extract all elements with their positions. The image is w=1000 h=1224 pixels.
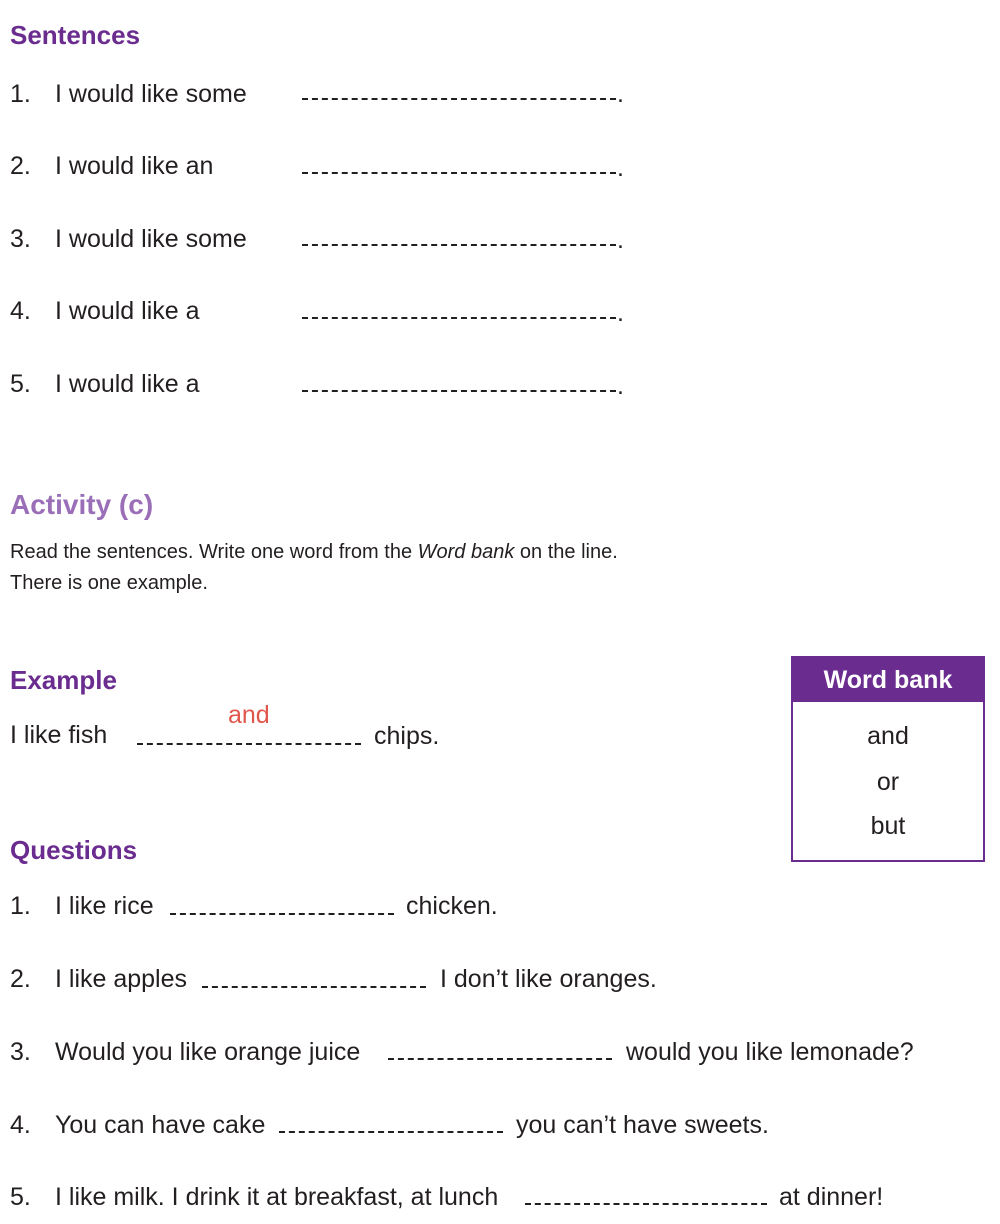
example-text-before: I like fish <box>10 721 108 749</box>
question-text-before: You can have cake <box>55 1111 266 1139</box>
word-bank <box>791 656 985 862</box>
instruction-part1: Read the sentences. Write one word from the <box>10 541 418 563</box>
question-text-before: I like apples <box>55 965 188 993</box>
sentence-period: . <box>617 226 624 254</box>
question-text-after: I don’t like oranges. <box>440 965 657 993</box>
word-bank-title: Word bank <box>793 658 983 702</box>
question-number: 2. <box>10 965 31 993</box>
example-blank-line <box>137 743 361 745</box>
sentence-number: 5. <box>10 370 31 398</box>
sentence-blank-line[interactable] <box>302 390 616 392</box>
sentence-text: I would like some <box>55 225 247 253</box>
sentence-number: 2. <box>10 152 31 180</box>
question-number: 5. <box>10 1183 31 1211</box>
sentences-heading: Sentences <box>10 20 141 50</box>
question-number: 1. <box>10 892 31 920</box>
activity-instruction-line2: There is one example. <box>10 572 208 594</box>
question-text-after: chicken. <box>406 892 498 920</box>
activity-heading: Activity (c) <box>10 489 154 520</box>
example-heading: Example <box>10 665 117 695</box>
question-text-after: you can’t have sweets. <box>516 1111 769 1139</box>
example-text-after: chips. <box>374 722 440 750</box>
word-bank-word: or <box>876 768 900 796</box>
question-text-before: Would you like orange juice <box>55 1038 361 1066</box>
sentence-text: I would like an <box>55 152 214 180</box>
question-blank-line[interactable] <box>202 986 426 988</box>
sentence-number: 1. <box>10 80 31 108</box>
question-blank-line[interactable] <box>170 913 394 915</box>
instruction-emphasis: Word bank <box>417 541 515 563</box>
example-answer: and <box>228 701 270 729</box>
sentence-blank-line[interactable] <box>302 317 616 319</box>
activity-instruction <box>10 541 618 564</box>
instruction-part2: on the line. <box>514 541 618 563</box>
sentence-text: I would like a <box>55 297 200 325</box>
sentence-blank-line[interactable] <box>302 172 616 174</box>
sentence-number: 4. <box>10 297 31 325</box>
question-number: 3. <box>10 1038 31 1066</box>
question-text-before: I like milk. I drink it at breakfast, at lunch <box>55 1183 499 1211</box>
sentence-period: . <box>617 80 624 108</box>
sentence-text: I would like a <box>55 370 200 398</box>
question-blank-line[interactable] <box>525 1203 767 1205</box>
sentence-period: . <box>617 372 624 400</box>
question-text-after: would you like lemonade? <box>626 1038 914 1066</box>
questions-heading: Questions <box>10 835 138 865</box>
word-bank-word: and <box>867 722 909 750</box>
question-number: 4. <box>10 1111 31 1139</box>
sentence-text: I would like some <box>55 80 247 108</box>
sentence-blank-line[interactable] <box>302 98 616 100</box>
question-blank-line[interactable] <box>279 1131 503 1133</box>
question-text-before: I like rice <box>55 892 154 920</box>
question-text-after: at dinner! <box>779 1183 884 1211</box>
sentence-period: . <box>617 299 624 327</box>
question-blank-line[interactable] <box>388 1058 612 1060</box>
sentence-blank-line[interactable] <box>302 244 616 246</box>
sentence-period: . <box>617 154 624 182</box>
sentence-number: 3. <box>10 225 31 253</box>
word-bank-word: but <box>870 812 906 840</box>
